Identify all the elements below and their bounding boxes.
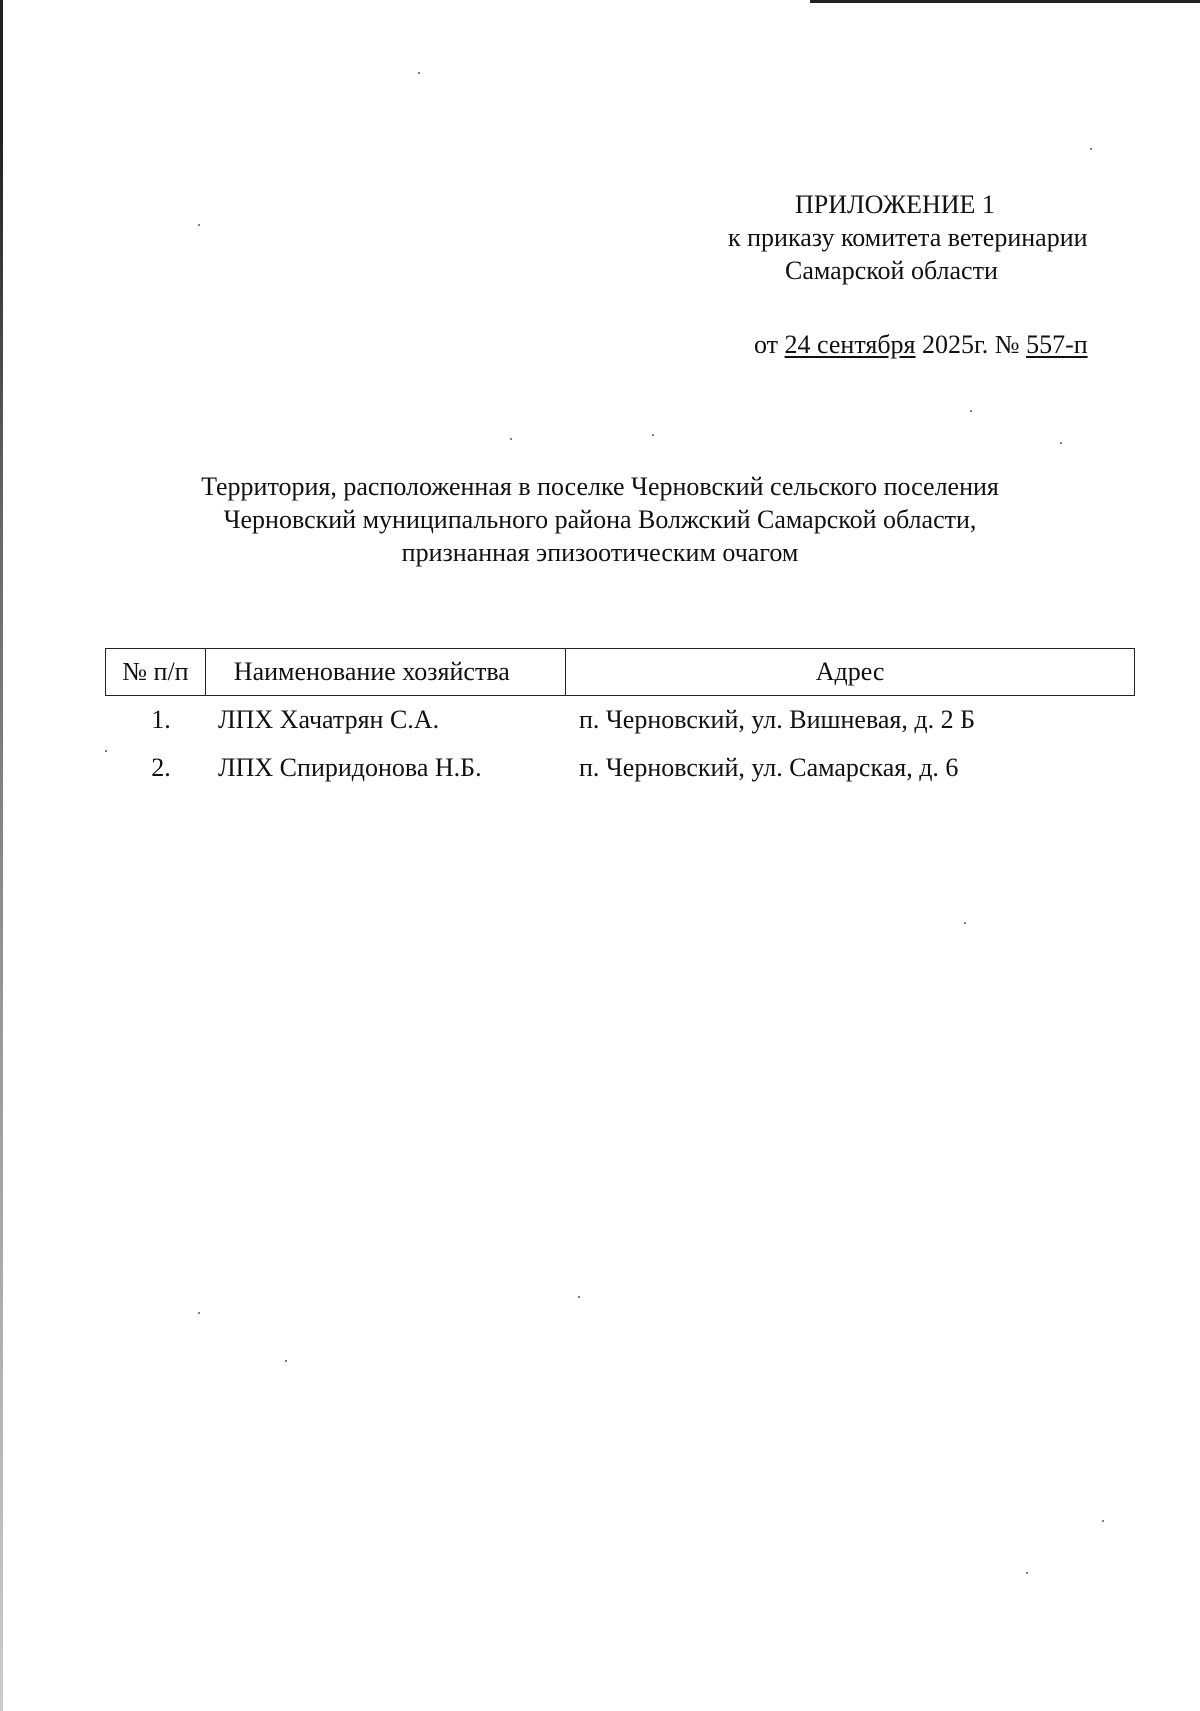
- appendix-date-line: [754, 330, 1088, 360]
- header-household-name: Наименование хозяйства: [206, 649, 566, 695]
- appendix-order-reference: к приказу комитета ветеринарии: [728, 223, 1088, 252]
- scan-speck: [578, 1296, 580, 1298]
- row-number: 1.: [151, 705, 171, 734]
- scan-speck: [1026, 1572, 1028, 1574]
- scan-edge-left: [0, 0, 3, 1711]
- table-header-row: [105, 648, 1135, 696]
- scan-speck: [1060, 442, 1062, 444]
- appendix-title: ПРИЛОЖЕНИЕ 1: [795, 190, 995, 219]
- date-middle: 2025г. №: [915, 330, 1027, 359]
- header-number: № п/п: [106, 649, 206, 695]
- appendix-header: [700, 188, 1140, 287]
- row-address: п. Черновский, ул. Вишневая, д. 2 Б: [579, 705, 976, 734]
- header-address: Адрес: [815, 657, 885, 686]
- row-household-name: ЛПХ Хачатрян С.А.: [218, 705, 440, 734]
- scan-speck: [964, 922, 966, 924]
- appendix-region: Самарской области: [785, 256, 998, 285]
- table-row: [105, 696, 1135, 744]
- scan-edge-top: [810, 0, 1200, 3]
- order-number: 557-п: [1026, 330, 1088, 359]
- heading-line-2: Черновский муниципального района Волжский Самарской области,: [223, 505, 977, 534]
- scan-speck: [1090, 148, 1092, 150]
- scan-speck: [652, 434, 654, 436]
- scan-speck: [1102, 1520, 1104, 1522]
- order-date: 24 сентября: [784, 330, 916, 359]
- row-number: 2.: [151, 753, 171, 782]
- row-address: п. Черновский, ул. Самарская, д. 6: [579, 753, 959, 782]
- scan-speck: [510, 438, 512, 440]
- heading-line-1: Территория, расположенная в поселке Черновский сельского поселения: [201, 472, 999, 501]
- scan-speck: [970, 410, 972, 412]
- row-household-name: ЛПХ Спиридонова Н.Б.: [218, 753, 482, 782]
- scan-speck: [285, 1360, 287, 1362]
- document-heading: [150, 470, 1050, 569]
- households-table: [105, 648, 1135, 792]
- heading-line-3: признанная эпизоотическим очагом: [401, 538, 799, 567]
- scan-speck: [198, 224, 200, 226]
- date-prefix: от: [754, 330, 785, 359]
- scan-speck: [418, 72, 420, 74]
- scan-speck: [198, 1312, 200, 1314]
- table-row: [105, 744, 1135, 792]
